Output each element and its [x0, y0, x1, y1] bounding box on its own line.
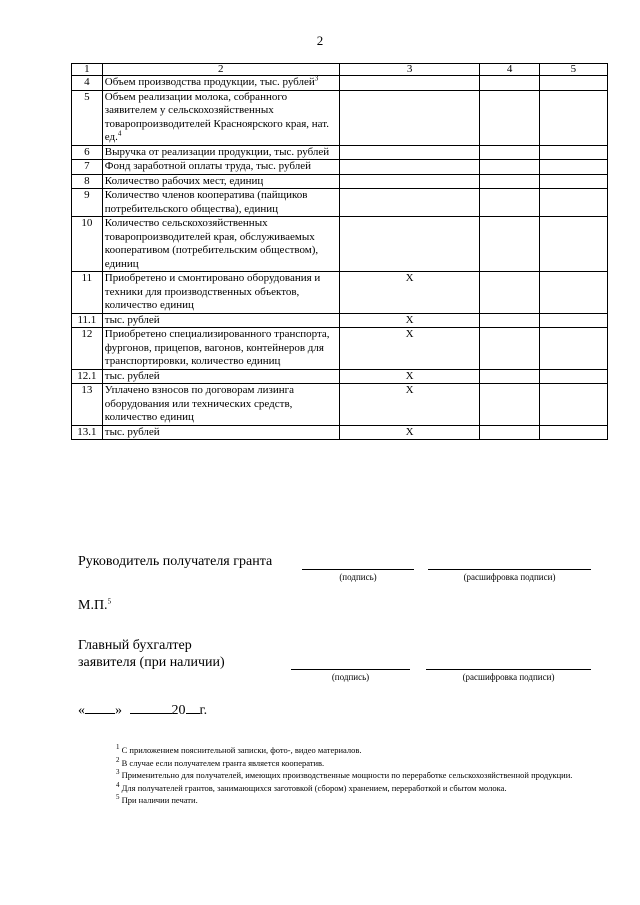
- row-label-text: Количество членов кооператива (пайщиков потребительского общества), единиц: [104, 189, 308, 215]
- row-number: 8: [72, 174, 103, 189]
- seal-mark: М.П.$^5$: [78, 597, 112, 613]
- row-col-4: [480, 369, 539, 384]
- row-number: 5: [72, 90, 103, 145]
- row-col-4: [480, 174, 539, 189]
- table-row: [72, 160, 608, 175]
- accountant-label-line2: заявителя (при наличии): [78, 655, 225, 670]
- row-col-5: [539, 272, 607, 314]
- row-col-4: [480, 328, 539, 370]
- header-col-3: 3: [339, 64, 480, 76]
- row-col-3: [339, 189, 480, 217]
- row-label: [102, 425, 339, 440]
- row-col-4: [480, 76, 539, 91]
- row-col-3: X: [339, 328, 480, 370]
- table-row: [72, 76, 608, 91]
- row-label-text: Уплачено взносов по договорам лизинга оборудования или технических средств, количество единиц: [104, 384, 295, 423]
- row-col-4: [480, 425, 539, 440]
- row-label: [102, 272, 339, 314]
- row-label: [102, 145, 339, 160]
- head-label: Руководитель получателя гранта: [78, 554, 273, 569]
- head-signature-line: [302, 569, 414, 570]
- row-number: 9: [72, 189, 103, 217]
- row-col-5: [539, 369, 607, 384]
- indicators-table: [71, 63, 608, 440]
- row-label: [102, 160, 339, 175]
- table-row: [72, 145, 608, 160]
- row-col-4: [480, 384, 539, 426]
- footnotes: [88, 744, 594, 807]
- row-col-5: [539, 313, 607, 328]
- row-col-5: [539, 90, 607, 145]
- page-number: 2: [316, 33, 324, 48]
- footnote-2: $^2$ В случае если получателем гранта является кооператив.: [116, 755, 325, 768]
- row-label-text: Объем производства продукции, тыс. рублей: [104, 76, 315, 88]
- row-col-5: [539, 174, 607, 189]
- row-col-3: X: [339, 425, 480, 440]
- row-label: [102, 217, 339, 272]
- row-col-3: [339, 90, 480, 145]
- row-label-text: Выручка от реализации продукции, тыс. рублей: [104, 145, 330, 158]
- row-col-5: [539, 145, 607, 160]
- table-row: [72, 313, 608, 328]
- row-col-4: [480, 217, 539, 272]
- row-col-4: [480, 90, 539, 145]
- row-number: 12: [72, 328, 103, 370]
- row-col-4: [480, 189, 539, 217]
- date-line: « » 20 г.: [78, 703, 208, 718]
- row-label: [102, 76, 339, 91]
- table-row: [72, 174, 608, 189]
- footnote-3: $^3$ Применительно для получателей, имеющих производственные мощности по переработке сельскохозяйственной продукции.: [116, 768, 573, 780]
- accountant-signature-line: [291, 669, 410, 670]
- row-number: 13.1: [72, 425, 103, 440]
- row-label-text: Приобретено специализированного транспорта, фургонов, прицепов, вагонов, контейнеров для транспортировки, количество единиц: [104, 328, 330, 367]
- row-col-3: X: [339, 272, 480, 314]
- row-col-3: X: [339, 384, 480, 426]
- row-number: 12.1: [72, 369, 103, 384]
- row-label-footnote-ref: 4: [117, 129, 122, 138]
- row-col-4: [480, 160, 539, 175]
- row-number: 7: [72, 160, 103, 175]
- accountant-decoding-caption: (расшифровка подписи): [462, 672, 555, 682]
- table-row: [72, 272, 608, 314]
- footnote-1: $^1$ С приложением пояснительной записки, фото-, видео материалов.: [116, 743, 362, 755]
- header-col-5: 5: [539, 64, 607, 76]
- row-col-5: [539, 160, 607, 175]
- row-label-text: тыс. рублей: [104, 369, 160, 382]
- row-col-5: [539, 425, 607, 440]
- row-col-3: [339, 145, 480, 160]
- row-label-text: тыс. рублей: [104, 425, 160, 438]
- row-col-5: [539, 217, 607, 272]
- table-row: [72, 425, 608, 440]
- row-col-3: X: [339, 369, 480, 384]
- table-row: [72, 189, 608, 217]
- header-col-4: 4: [480, 64, 539, 76]
- row-number: 4: [72, 76, 103, 91]
- row-label-text: Приобретено и смонтировано оборудования и техники для производственных объектов, количество единиц: [104, 272, 321, 311]
- row-label-text: Количество сельскохозяйственных товаропроизводителей края, обслуживаемых кооперативом (потребительским обществом), единиц: [104, 217, 319, 270]
- row-number: 13: [72, 384, 103, 426]
- row-label-text: Количество рабочих мест, единиц: [104, 174, 264, 187]
- row-label: [102, 174, 339, 189]
- row-col-5: [539, 76, 607, 91]
- head-decoding-caption: (расшифровка подписи): [463, 572, 556, 582]
- row-label-footnote-ref: 3: [314, 74, 319, 83]
- table-row: [72, 90, 608, 145]
- header-col-1: 1: [72, 64, 103, 76]
- row-col-4: [480, 145, 539, 160]
- row-col-3: [339, 174, 480, 189]
- row-label-text: Фонд заработной оплаты труда, тыс. рублей: [104, 160, 311, 172]
- row-number: 11: [72, 272, 103, 314]
- row-col-5: [539, 328, 607, 370]
- row-col-5: [539, 189, 607, 217]
- accountant-label-line1: Главный бухгалтер: [78, 638, 192, 653]
- row-label-text: тыс. рублей: [104, 313, 160, 326]
- table-row: [72, 217, 608, 272]
- accountant-decoding-line: [426, 669, 591, 670]
- row-col-3: [339, 217, 480, 272]
- accountant-signature-caption: (подпись): [331, 672, 370, 682]
- row-label: [102, 189, 339, 217]
- row-label: [102, 313, 339, 328]
- row-col-3: [339, 160, 480, 175]
- head-decoding-line: [428, 569, 591, 570]
- row-label: [102, 369, 339, 384]
- table-row: [72, 384, 608, 426]
- header-col-2: 2: [102, 64, 339, 76]
- row-label: [102, 328, 339, 370]
- head-signature-caption: (подпись): [339, 572, 377, 582]
- footnote-4: $^4$ Для получателей грантов, занимающихся заготовкой (сбором) хранением, переработкой и сбытом молока.: [116, 780, 507, 793]
- row-label-text: Объем реализации молока, собранного заявителем у сельскохозяйственных товаропроизводителей Красноярского края, нат. ед.: [104, 90, 329, 143]
- row-col-5: [539, 384, 607, 426]
- row-col-3: [339, 76, 480, 91]
- footnote-5: $^5$ При наличии печати.: [116, 793, 198, 805]
- row-col-4: [480, 272, 539, 314]
- row-label: [102, 90, 339, 145]
- row-number: 11.1: [72, 313, 103, 328]
- row-number: 6: [72, 145, 103, 160]
- row-number: 10: [72, 217, 103, 272]
- table-header-row: [72, 64, 608, 76]
- row-label: [102, 384, 339, 426]
- row-col-4: [480, 313, 539, 328]
- table-row: [72, 369, 608, 384]
- table-row: [72, 328, 608, 370]
- row-col-3: X: [339, 313, 480, 328]
